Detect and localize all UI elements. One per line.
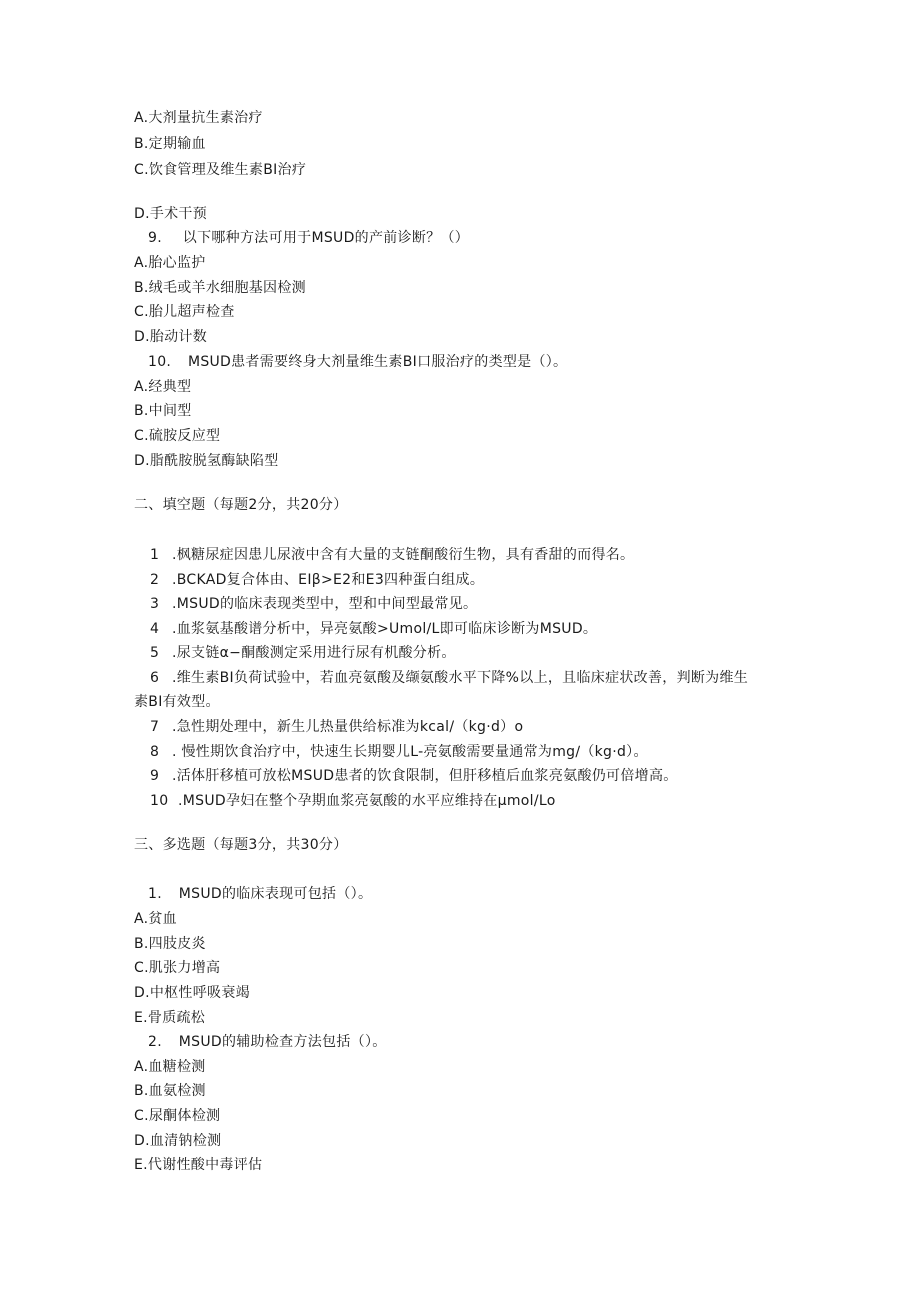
option-line: D.手术干预 [134, 206, 208, 222]
item-number: 7 [150, 719, 160, 735]
item-number: 2 [150, 572, 160, 588]
item-number: 9 [150, 768, 160, 784]
blank-item [150, 545, 634, 565]
option-line: D.中枢性呼吸衰竭 [134, 985, 250, 1001]
item-number: 5 [150, 645, 160, 661]
blank-item-continuation: 素BI有效型。 [134, 694, 220, 710]
blank-item [150, 619, 597, 639]
blank-item [150, 668, 748, 688]
option-line: C.尿酮体检测 [134, 1108, 221, 1124]
question-line [148, 1032, 387, 1052]
option-line: A.胎心监护 [134, 255, 206, 271]
item-text: .维生素BI负荷试验中，若血亮氨酸及缬氨酸水平下降%以上，且临床症状改善，判断为维生 [172, 670, 749, 686]
item-number: 8 [150, 744, 160, 760]
option-line: C.硫胺反应型 [134, 428, 221, 444]
question-line [148, 228, 469, 248]
option-line: D.血清钠检测 [134, 1133, 222, 1149]
question-text: MSUD患者需要终身大剂量维生素BI口服治疗的类型是（）。 [187, 354, 568, 370]
blank-item [150, 570, 484, 590]
item-text: . 慢性期饮食治疗中，快速生长期婴儿L-亮氨酸需要量通常为mg∕（kg·d）。 [172, 744, 648, 760]
option-line: B.绒毛或羊水细胞基因检测 [134, 280, 306, 296]
blank-item [150, 742, 648, 762]
blank-item [150, 766, 678, 786]
option-line: B.四肢皮炎 [134, 936, 206, 952]
question-text: MSUD的辅助检查方法包括（）。 [178, 1034, 387, 1050]
item-text: .急性期处理中，新生儿热量供给标准为kcal/（kg·d）o [172, 719, 524, 735]
item-text: .MSUD孕妇在整个孕期血浆亮氨酸的水平应维持在μmol/Lo [178, 793, 556, 809]
question-line [148, 884, 372, 904]
item-text: .血浆氨基酸谱分析中，异亮氨酸>Umol∕L即可临床诊断为MSUD。 [172, 621, 598, 637]
item-number: 3 [150, 596, 160, 612]
question-number: 9. [148, 230, 162, 246]
option-line: B.血氨检测 [134, 1083, 206, 1099]
item-number: 1 [150, 547, 160, 563]
option-line: E.代谢性酸中毒评估 [134, 1157, 263, 1173]
option-line: C.肌张力增高 [134, 960, 221, 976]
option-line: A.血糖检测 [134, 1059, 206, 1075]
option-line: A.贫血 [134, 911, 177, 927]
question-text: MSUD的临床表现可包括（）。 [178, 886, 373, 902]
option-line: C.饮食管理及维生素BI治疗 [134, 162, 307, 178]
blank-item [150, 717, 523, 737]
item-number: 10 [150, 793, 169, 809]
item-text: .活体肝移植可放松MSUD患者的饮食限制，但肝移植后血浆亮氨酸仍可倍增高。 [172, 768, 678, 784]
item-number: 4 [150, 621, 160, 637]
item-text: .尿支链α−酮酸测定采用进行尿有机酸分析。 [172, 645, 456, 661]
question-number: 1. [148, 886, 162, 902]
item-text: .BCKAD复合体由、EIβ>E2和E3四种蛋白组成。 [172, 572, 485, 588]
option-line: B.中间型 [134, 403, 192, 419]
item-text: .MSUD的临床表现类型中，型和中间型最常见。 [172, 596, 478, 612]
option-line: D.脂酰胺脱氢酶缺陷型 [134, 453, 279, 469]
blank-item [150, 643, 456, 663]
option-line: D.胎动计数 [134, 329, 208, 345]
blank-item [150, 594, 477, 614]
question-number: 10. [148, 354, 172, 370]
section-heading: 二、填空题（每题2分，共20分） [134, 497, 348, 513]
blank-item [150, 791, 556, 811]
question-line [148, 352, 567, 372]
option-line: C.胎儿超声检查 [134, 304, 235, 320]
question-text: 以下哪种方法可用于MSUD的产前诊断？（） [182, 230, 470, 246]
item-number: 6 [150, 670, 160, 686]
question-number: 2. [148, 1034, 162, 1050]
item-text: .枫糖尿症因患儿尿液中含有大量的支链酮酸衍生物，具有香甜的而得名。 [172, 547, 635, 563]
option-line: E.骨质疏松 [134, 1010, 206, 1026]
option-line: A.经典型 [134, 379, 192, 395]
option-line: B.定期输血 [134, 136, 206, 152]
section-heading: 三、多选题（每题3分，共30分） [134, 837, 348, 853]
option-line: A.大剂量抗生素治疗 [134, 110, 263, 126]
